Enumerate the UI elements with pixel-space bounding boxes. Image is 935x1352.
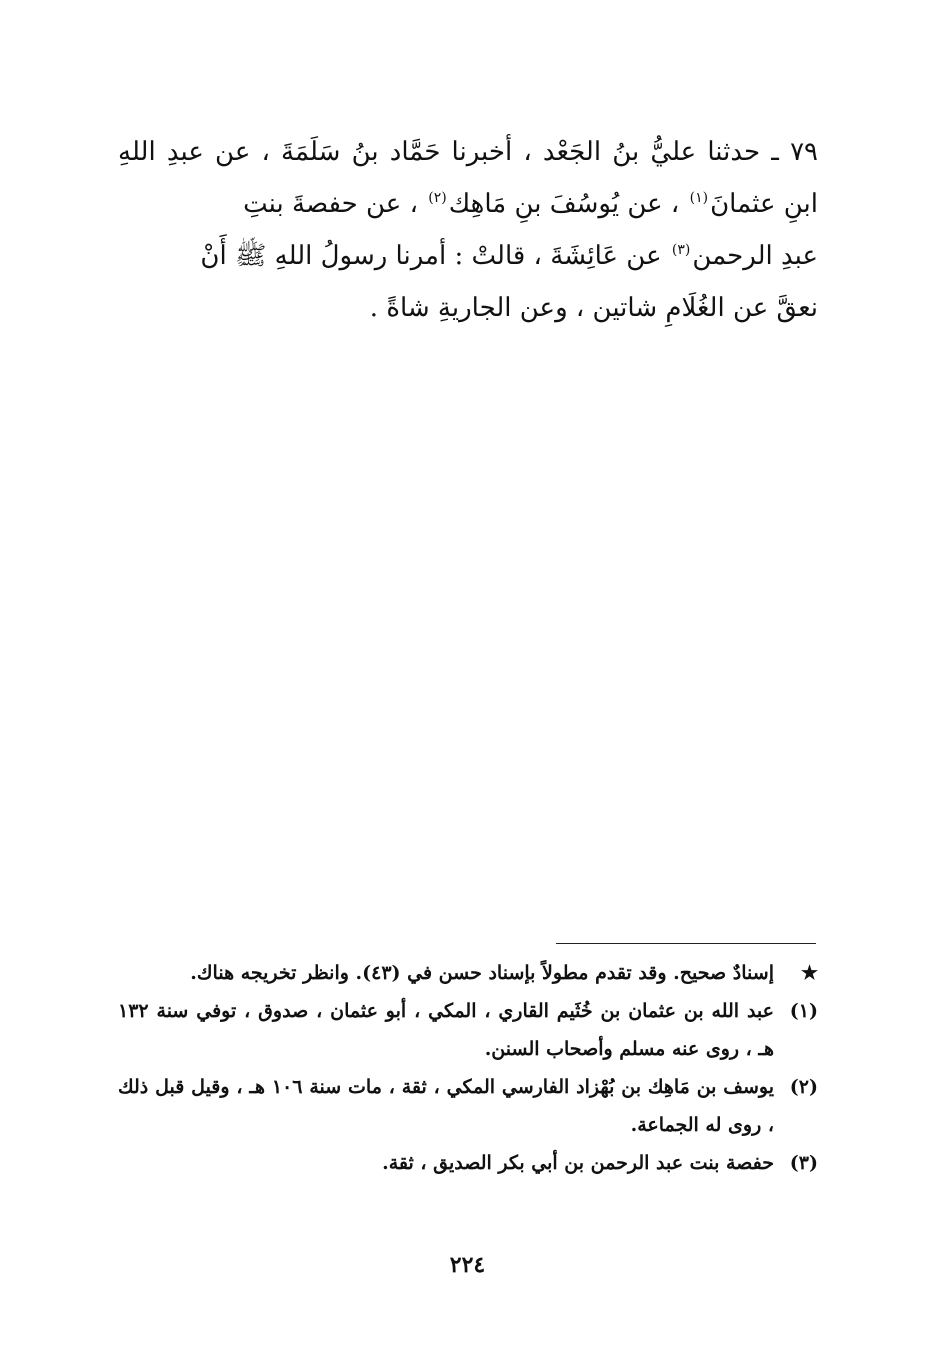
footnote-marker: (٣): [789, 1152, 818, 1174]
footnote-text: يوسف بن مَاهِك بن بُهْزاد الفارسي المكي ، ثقة ، مات سنة ١٠٦ هـ ، وقيل قبل ذلك ، روى له الجماعة.: [118, 1076, 774, 1136]
hadith-line-1: ٧٩ ـ حدثنا عليُّ بنُ الجَعْد ، أخبرنا حَمَّاد بنُ سَلَمَةَ ، عن عبدِ اللهِ: [118, 137, 818, 167]
hadith-line-2: ابنِ عثمانَ$^{(١)}$ ، عن يُوسُفَ بنِ مَاهِك$^{(٢)}$ ، عن حفصةَ بنتِ: [243, 189, 818, 219]
footnote-text: عبد الله بن عثمان بن خُثَيم القاري ، المكي ، أبو عثمان ، صدوق ، توفي سنة ١٣٢ هـ ، روى عنه مسلم وأصحاب السنن.: [118, 1000, 774, 1060]
footnote-divider: [556, 943, 816, 944]
hadith-number: ٧٩ ـ: [771, 137, 818, 167]
footnote-ref-1: (١): [689, 190, 709, 207]
hadith-text: [118, 126, 818, 334]
footnote-marker: (١): [789, 1000, 818, 1022]
hadith-line-3: عبدِ الرحمن$^{(٣)}$ عن عَائِشَةَ ، قالتْ : أمرنا رسولُ اللهِ ﷺ أَنْ: [200, 241, 818, 271]
page-number: ٢٢٤: [449, 1252, 486, 1278]
hadith-line-4: نعقَّ عن الغُلَامِ شاتين ، وعن الجاريةِ شاةً .: [369, 293, 818, 323]
footnote-ref-3: (٣): [671, 242, 691, 259]
footnote-text: إسنادٌ صحيح. وقد تقدم مطولاً بإسناد حسن في (٤٣). وانظر تخريجه هناك.: [190, 962, 774, 984]
footnote-3: [118, 1144, 818, 1182]
footnotes: [118, 954, 818, 1182]
footnote-star: [118, 954, 818, 992]
footnote-marker: ★: [800, 962, 818, 984]
footnote-text: حفصة بنت عبد الرحمن بن أبي بكر الصديق ، ثقة.: [382, 1152, 774, 1174]
footnote-1: [118, 992, 818, 1068]
footnote-marker: (٢): [789, 1076, 818, 1098]
footnote-ref-2: (٢): [428, 190, 447, 207]
footnote-2: [118, 1068, 818, 1144]
